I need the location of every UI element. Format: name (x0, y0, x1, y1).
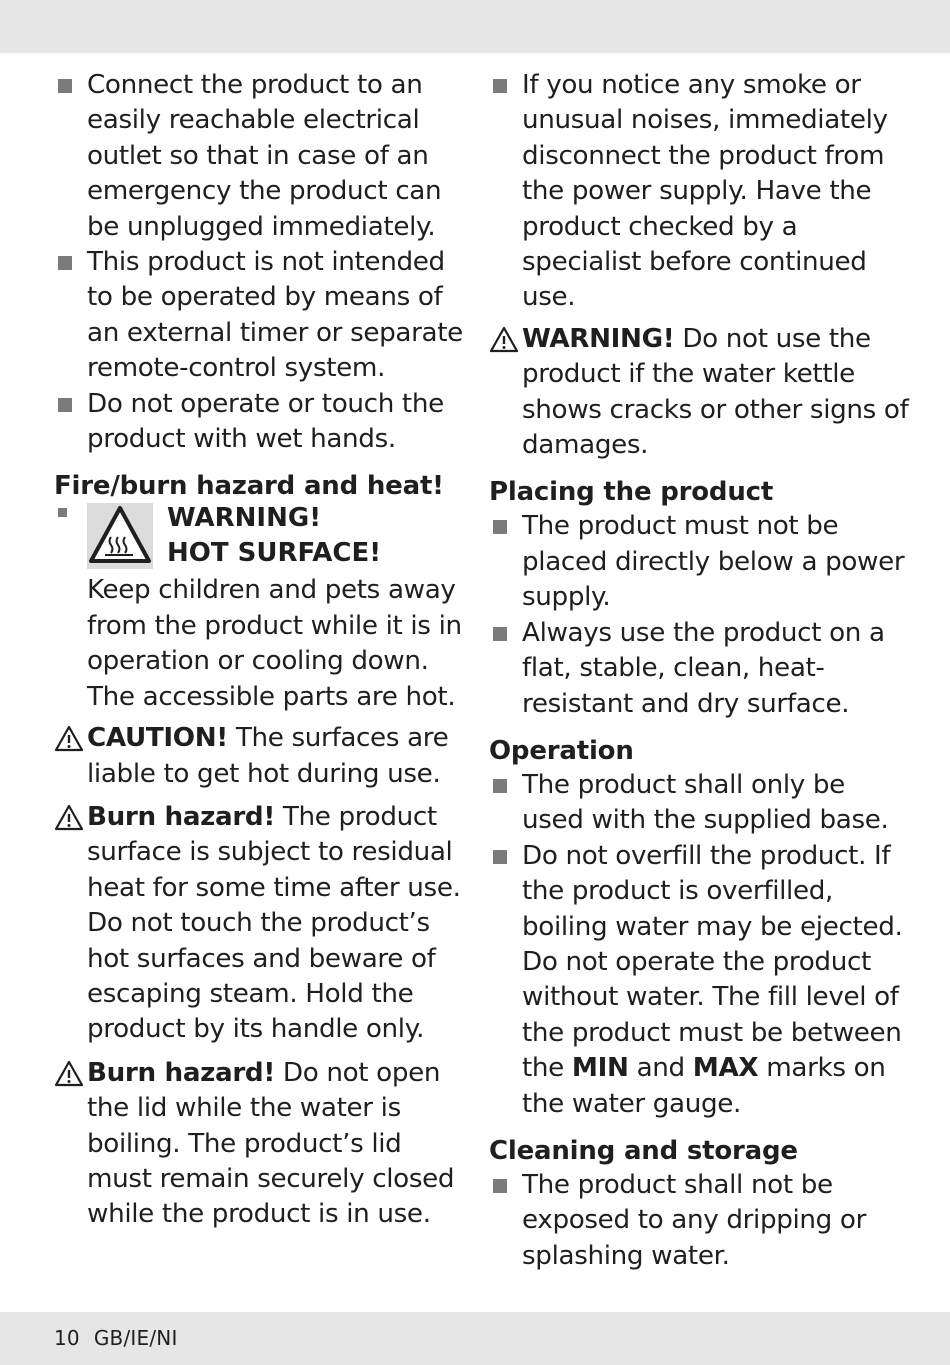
list-item-text: Do not operate or touch the product with wet hands. (87, 388, 444, 455)
warning-triangle-icon (489, 326, 519, 353)
warning-triangle-icon (54, 804, 84, 831)
country-code: GB/IE/NI (93, 1326, 178, 1350)
max-mark: MAX (692, 1053, 759, 1084)
list-item-text: Always use the product on a flat, stable, clean, heat-resistant and dry surface. (522, 617, 885, 719)
hot-surface-title: WARNING! HOT SURFACE! (167, 503, 382, 569)
list-item-text: If you notice any smoke or unusual noises, immediately disconnect the product from the power supply. Have the product checked by a specialist before continued use. (522, 70, 888, 313)
bullet-square-icon (58, 256, 72, 270)
warning-triangle-icon (54, 725, 84, 752)
list-item-dripping (489, 1168, 909, 1274)
burn-hazard-label: Burn hazard! (87, 1057, 275, 1088)
list-item-base (489, 768, 909, 839)
hot-surface-icon (87, 503, 153, 569)
section-heading-placing: Placing the product (489, 477, 774, 508)
list-item-smoke (489, 68, 909, 316)
warning-label: WARNING! (522, 323, 675, 354)
and-word: and (636, 1053, 685, 1084)
bullet-square-icon (58, 398, 72, 412)
bullet-square-icon (493, 79, 507, 93)
bullet-square-icon (58, 79, 72, 93)
caution-text: The surfaces are liable to get hot during use. (87, 723, 449, 789)
burn-hazard-text: Do not open the lid while the water is boiling. The product’s lid must remain securely closed while the product is in use. (87, 1057, 455, 1230)
list-item-text: The product shall not be exposed to any dripping or splashing water. (522, 1169, 866, 1271)
bullet-square-icon (493, 779, 507, 793)
bullet-square-icon (493, 850, 507, 864)
left-column (54, 68, 469, 1233)
list-item-text: Connect the product to an easily reachable electrical outlet so that in case of an emergency the product can be unplugged immediately. (87, 70, 442, 242)
warning-text: Do not use the product if the water kettle shows cracks or other signs of damages. (522, 323, 909, 461)
list-item-wet-hands (54, 387, 469, 458)
warning-triangle-icon (54, 1060, 84, 1087)
min-mark: MIN (571, 1053, 629, 1084)
section-heading-fire: Fire/burn hazard and heat! (54, 471, 444, 502)
list-item-placed (489, 509, 909, 615)
list-item-text: The product must not be placed directly below a power supply. (522, 511, 905, 613)
caution-notice (54, 721, 469, 792)
list-item-surface (489, 616, 909, 722)
section-heading-operation: Operation (489, 735, 634, 766)
bullet-square-icon (493, 520, 507, 534)
bullet-square-icon (493, 627, 507, 641)
header-band (0, 0, 950, 53)
burn-hazard-notice-2 (54, 1056, 469, 1233)
page-footer (54, 1326, 178, 1350)
page-number: 10 (54, 1326, 80, 1350)
section-heading-cleaning: Cleaning and storage (489, 1135, 798, 1166)
list-item-text: This product is not intended to be operated by means of an external timer or separate remote-control system. (87, 247, 463, 384)
burn-hazard-label: Burn hazard! (87, 801, 275, 832)
list-item-timer (54, 245, 469, 387)
right-column (489, 68, 909, 1274)
caution-label: CAUTION! (87, 723, 228, 754)
burn-hazard-notice-1 (54, 800, 469, 1048)
warning-notice (489, 322, 909, 464)
list-item-outlet (54, 68, 469, 245)
bullet-square-icon (58, 508, 67, 517)
burn-hazard-text: The product surface is subject to residual heat for some time after use. Do not touch the product’s hot surfaces and beware of escaping steam. Hold the product by its handle only. (87, 801, 461, 1045)
list-item-text: The product shall only be used with the supplied base. (522, 769, 889, 836)
hot-surface-warning (54, 503, 469, 573)
bullet-square-icon (493, 1179, 507, 1193)
list-item-overfill (489, 839, 909, 1122)
list-item-text: marks on the water gauge. (522, 1053, 886, 1119)
list-item-text: Do not overfill the product. If the product is overfilled, boiling water may be ejected. Do not operate the product without water. The fill level of the product must be between the (522, 840, 903, 1084)
hot-surface-text: Keep children and pets away from the product while it is in operation or cooling down. The accessible parts are hot. (87, 575, 462, 712)
